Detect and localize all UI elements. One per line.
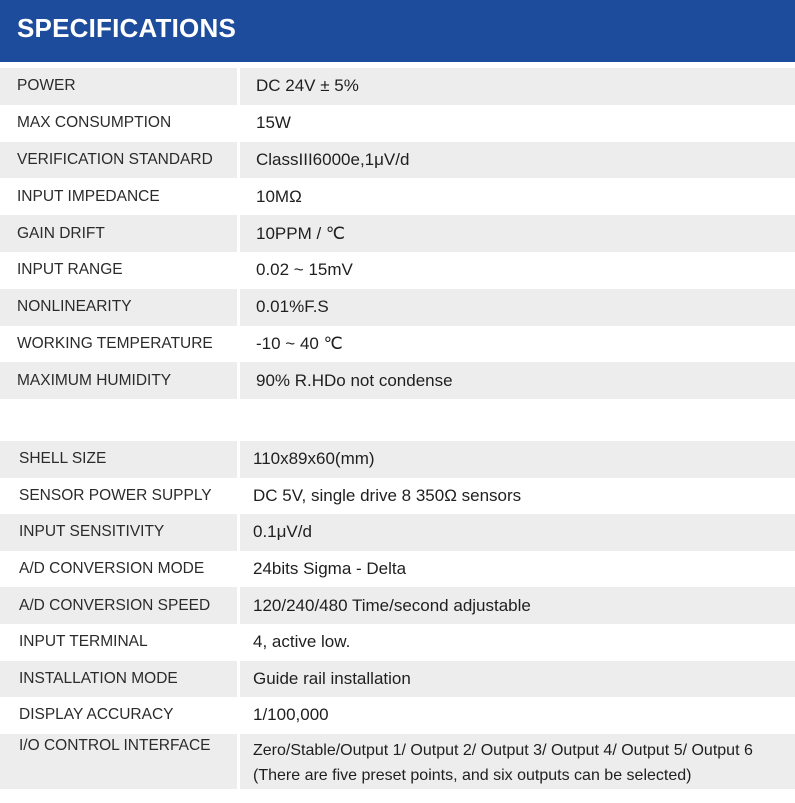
row-value: 24bits Sigma - Delta	[240, 551, 795, 588]
table-row	[0, 624, 795, 661]
table-row	[0, 178, 795, 215]
row-label: GAIN DRIFT	[0, 215, 237, 252]
table-row	[0, 105, 795, 142]
row-value: 0.01%F.S	[240, 289, 795, 326]
table-row	[0, 478, 795, 515]
specifications-header	[0, 0, 795, 62]
row-value: ClassIII6000e,1μV/d	[240, 142, 795, 179]
row-value: 0.1μV/d	[240, 514, 795, 551]
row-label: INSTALLATION MODE	[0, 661, 237, 698]
row-value: -10 ~ 40 ℃	[240, 326, 795, 363]
row-value: DC 24V ± 5%	[240, 68, 795, 105]
row-value: 15W	[240, 105, 795, 142]
row-label: A/D CONVERSION MODE	[0, 551, 237, 588]
table-row	[0, 68, 795, 105]
row-label: MAXIMUM HUMIDITY	[0, 362, 237, 399]
row-value: 120/240/480 Time/second adjustable	[240, 587, 795, 624]
row-label: INPUT RANGE	[0, 252, 237, 289]
row-label: MAX CONSUMPTION	[0, 105, 237, 142]
table-row	[0, 734, 795, 789]
row-value: 1/100,000	[240, 697, 795, 734]
row-value: 10PPM / ℃	[240, 215, 795, 252]
row-value: 10MΩ	[240, 178, 795, 215]
table-row	[0, 326, 795, 363]
row-label: NONLINEARITY	[0, 289, 237, 326]
spec-table-electrical	[0, 68, 795, 399]
row-label: A/D CONVERSION SPEED	[0, 587, 237, 624]
row-label: INPUT SENSITIVITY	[0, 514, 237, 551]
page-title: SPECIFICATIONS	[17, 13, 237, 43]
row-value: Guide rail installation	[240, 661, 795, 698]
row-label: SHELL SIZE	[0, 441, 237, 478]
spec-table-hardware	[0, 441, 795, 789]
row-label: VERIFICATION STANDARD	[0, 142, 237, 179]
row-label: I/O CONTROL INTERFACE	[0, 734, 237, 789]
row-value: 0.02 ~ 15mV	[240, 252, 795, 289]
row-value: 4, active low.	[240, 624, 795, 661]
table-row	[0, 215, 795, 252]
row-value: 110x89x60(mm)	[240, 441, 795, 478]
row-label: POWER	[0, 68, 237, 105]
table-row	[0, 142, 795, 179]
row-label: SENSOR POWER SUPPLY	[0, 478, 237, 515]
row-label: INPUT IMPEDANCE	[0, 178, 237, 215]
table-row	[0, 697, 795, 734]
io-value-line1: Zero/Stable/Output 1/ Output 2/ Output 3/ Output 4/ Output 5/ Output 6	[253, 741, 753, 759]
row-value: 90% R.HDo not condense	[240, 362, 795, 399]
table-row	[0, 252, 795, 289]
table-row	[0, 362, 795, 399]
table-row	[0, 441, 795, 478]
row-label: WORKING TEMPERATURE	[0, 326, 237, 363]
table-row	[0, 289, 795, 326]
table-row	[0, 661, 795, 698]
table-row	[0, 551, 795, 588]
row-label: INPUT TERMINAL	[0, 624, 237, 661]
io-value-line2: (There are five preset points, and six outputs can be selected)	[253, 766, 692, 784]
row-value: DC 5V, single drive 8 350Ω sensors	[240, 478, 795, 515]
row-label: DISPLAY ACCURACY	[0, 697, 237, 734]
row-value	[240, 734, 795, 789]
table-row	[0, 587, 795, 624]
table-row	[0, 514, 795, 551]
